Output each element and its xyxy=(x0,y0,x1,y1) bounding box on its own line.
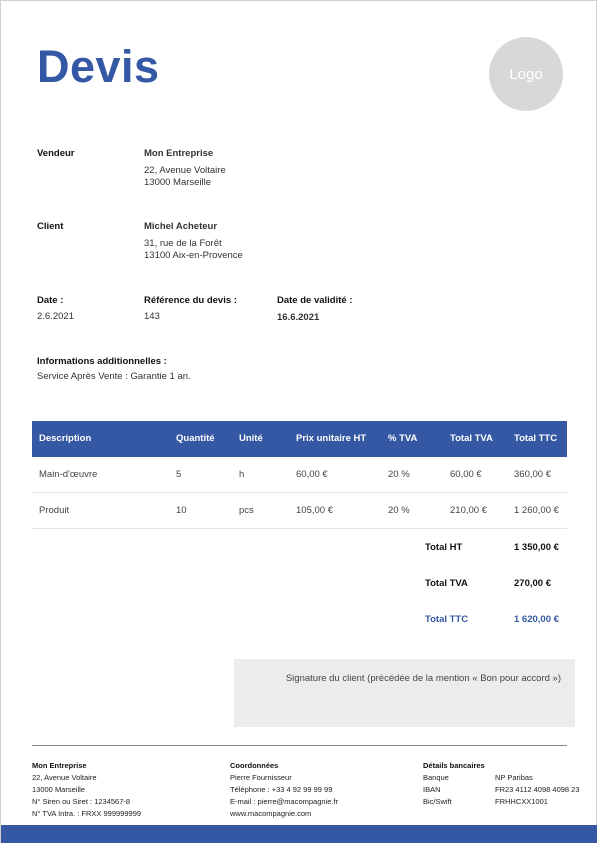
cell-vat-rate: 20 % xyxy=(388,505,410,516)
vendeur-address-2: 13000 Marseille xyxy=(144,177,212,188)
client-name: Michel Acheteur xyxy=(144,221,218,232)
cell-unit: pcs xyxy=(239,505,254,516)
footer-company-line: N° TVA Intra. : FRXX 999999999 xyxy=(32,809,142,818)
client-address-1: 31, rue de la Forêt xyxy=(144,238,222,249)
items-table xyxy=(32,421,567,529)
total-ttc-label: Total TTC xyxy=(425,614,469,625)
footer-bank-value: NP Paribas xyxy=(495,773,533,782)
footer-bank-value: FRHHCXX1001 xyxy=(495,797,548,806)
footer-company-line: 22, Avenue Voltaire xyxy=(32,773,97,782)
footer-contact-website[interactable]: www.macompagnie.com xyxy=(230,809,312,818)
header-description: Description xyxy=(39,433,92,444)
total-tva-value: 270,00 € xyxy=(514,578,551,589)
cell-vat-total: 60,00 € xyxy=(450,469,482,480)
footer-company-line: 13000 Marseille xyxy=(32,785,85,794)
vendeur-label: Vendeur xyxy=(37,148,75,159)
cell-vat-total: 210,00 € xyxy=(450,505,487,516)
cell-quantity: 5 xyxy=(176,469,182,480)
footer-divider xyxy=(32,745,567,746)
vendeur-name: Mon Entreprise xyxy=(144,148,214,159)
footer-company-heading: Mon Entreprise xyxy=(32,761,87,770)
cell-vat-rate: 20 % xyxy=(388,469,410,480)
table-row xyxy=(32,493,567,529)
footer-bank-label: Banque xyxy=(423,773,449,782)
signature-label: Signature du client (précédée de la mention « Bon pour accord ») xyxy=(285,673,561,684)
total-ht-value: 1 350,00 € xyxy=(514,542,559,553)
total-tva-label: Total TVA xyxy=(425,578,468,589)
footer-contact-heading: Coordonnées xyxy=(230,761,279,770)
cell-unit-price: 60,00 € xyxy=(296,469,328,480)
footer-accent-bar xyxy=(1,825,597,843)
footer-contact-email[interactable]: E-mail : pierre@macompagnie.fr xyxy=(230,797,339,806)
document-title: Devis xyxy=(37,41,160,92)
header-unit: Unité xyxy=(239,433,263,444)
info-text: Service Après Vente : Garantie 1 an. xyxy=(37,371,191,382)
cell-description: Produit xyxy=(39,505,70,516)
date-value: 2.6.2021 xyxy=(37,311,74,322)
cell-quantity: 10 xyxy=(176,505,187,516)
logo-placeholder: Logo xyxy=(489,37,563,111)
reference-label: Référence du devis : xyxy=(144,295,237,306)
table-row xyxy=(32,457,567,493)
total-ht-label: Total HT xyxy=(425,542,463,553)
header-total-ttc: Total TTC xyxy=(514,433,558,444)
header-vat-total: Total TVA xyxy=(450,433,493,444)
footer-company-line: N° Siren ou Siret : 1234567-8 xyxy=(32,797,131,806)
cell-total-ttc: 1 260,00 € xyxy=(514,505,559,516)
info-label: Informations additionnelles : xyxy=(37,356,167,367)
date-label: Date : xyxy=(37,295,64,306)
footer-bank-label: IBAN xyxy=(423,785,441,794)
validity-label: Date de validité : xyxy=(277,295,353,306)
client-label: Client xyxy=(37,221,64,232)
table-header xyxy=(32,421,567,457)
client-address-2: 13100 Aix-en-Provence xyxy=(144,250,243,261)
signature-box xyxy=(234,659,575,727)
footer-bank-label: Bic/Swift xyxy=(423,797,452,806)
header-unit-price: Prix unitaire HT xyxy=(296,433,367,444)
reference-value: 143 xyxy=(144,311,160,322)
cell-total-ttc: 360,00 € xyxy=(514,469,551,480)
footer-bank-value: FR23 4112 4098 4098 23 xyxy=(495,785,580,794)
footer-bank-heading: Détails bancaires xyxy=(423,761,485,770)
validity-value: 16.6.2021 xyxy=(277,312,320,323)
total-ttc-value: 1 620,00 € xyxy=(514,614,559,625)
cell-description: Main-d'œuvre xyxy=(39,469,98,480)
footer-contact-line: Pierre Fournisseur xyxy=(230,773,292,782)
cell-unit: h xyxy=(239,469,245,480)
header-quantity: Quantité xyxy=(176,433,215,444)
cell-unit-price: 105,00 € xyxy=(296,505,333,516)
vendeur-address-1: 22, Avenue Voltaire xyxy=(144,165,226,176)
footer-contact-line: Téléphone : +33 4 92 99 99 99 xyxy=(230,785,333,794)
header-vat-rate: % TVA xyxy=(388,433,418,444)
